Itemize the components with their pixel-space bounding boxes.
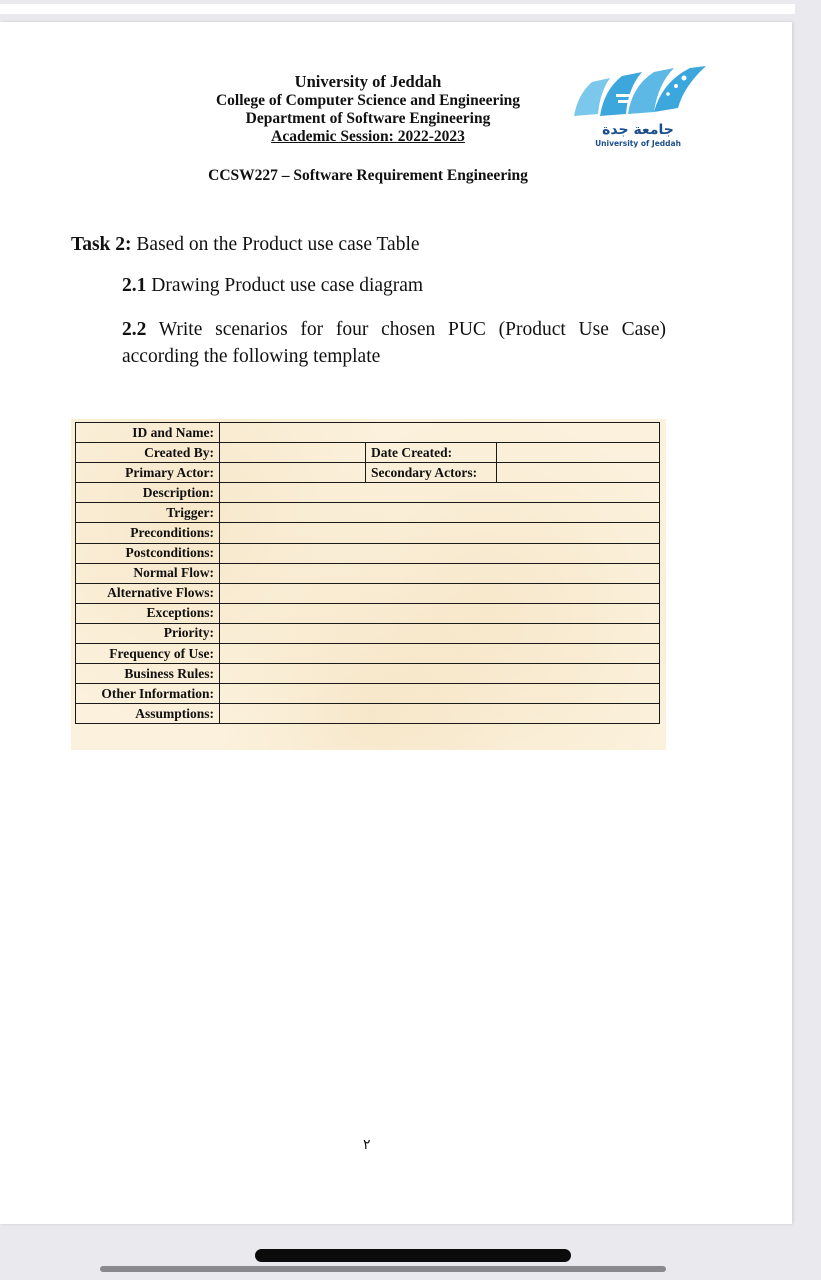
value-cell: [220, 563, 660, 583]
logo-arabic-text: جامعة جدة: [602, 122, 674, 138]
table-row: [76, 543, 660, 563]
value-cell: [220, 483, 660, 503]
row-label-id-and-name: ID and Name:: [76, 423, 220, 443]
row-label-frequency-of-use: Frequency of Use:: [76, 644, 220, 664]
task-item-2-2: [122, 316, 666, 370]
date-created-label: Date Created:: [366, 443, 497, 463]
table-row: [76, 664, 660, 684]
task-item-text: Drawing Product use case diagram: [151, 275, 424, 296]
university-title: University of Jeddah: [294, 72, 442, 91]
task-item-text: Write scenarios for four chosen PUC (Product Use Case) according the following template: [122, 319, 666, 367]
page-number: ٢: [363, 1137, 371, 1153]
row-label-primary-actor: Primary Actor:: [76, 463, 220, 483]
university-logo: [566, 64, 710, 154]
row-label-normal-flow: Normal Flow:: [76, 563, 220, 583]
row-label-alternative-flows: Alternative Flows:: [76, 583, 220, 603]
table-row: [76, 684, 660, 704]
row-label-preconditions: Preconditions:: [76, 523, 220, 543]
logo-english-text: University of Jeddah: [595, 139, 681, 148]
value-cell: [220, 503, 660, 523]
table-row: [76, 644, 660, 664]
row-label-trigger: Trigger:: [76, 503, 220, 523]
home-indicator[interactable]: [255, 1249, 571, 1262]
value-cell: [220, 463, 366, 483]
task-label: Task 2:: [71, 234, 132, 255]
value-cell: [497, 463, 660, 483]
task-item-number: 2.1: [122, 275, 147, 296]
use-case-table: [75, 422, 660, 724]
table-row: [76, 503, 660, 523]
value-cell: [220, 423, 660, 443]
table-row: [76, 443, 660, 463]
task-item-number: 2.2: [122, 319, 147, 340]
table-row: [76, 563, 660, 583]
row-label-business-rules: Business Rules:: [76, 664, 220, 684]
value-cell: [220, 623, 660, 643]
table-row: [76, 483, 660, 503]
row-label-exceptions: Exceptions:: [76, 603, 220, 623]
document-page: [0, 22, 792, 1224]
table-row: [76, 623, 660, 643]
horizontal-scrollbar[interactable]: [100, 1266, 666, 1272]
value-cell: [220, 523, 660, 543]
task-item-2-1: [122, 275, 423, 297]
logo-graphic: [566, 64, 710, 154]
value-cell: [220, 704, 660, 724]
value-cell: [220, 603, 660, 623]
value-cell: [220, 644, 660, 664]
row-label-created-by: Created By:: [76, 443, 220, 463]
value-cell: [497, 443, 660, 463]
academic-session: Academic Session: 2022-2023: [271, 128, 465, 145]
secondary-actors-label: Secondary Actors:: [366, 463, 497, 483]
value-cell: [220, 684, 660, 704]
task-text: Based on the Product use case Table: [136, 234, 420, 255]
course-title: CCSW227 – Software Requirement Engineering: [208, 167, 528, 184]
use-case-template: [71, 419, 666, 750]
table-row: [76, 704, 660, 724]
table-row: [76, 423, 660, 443]
row-label-description: Description:: [76, 483, 220, 503]
value-cell: [220, 664, 660, 684]
table-row: [76, 463, 660, 483]
table-row: [76, 523, 660, 543]
value-cell: [220, 583, 660, 603]
previous-page-edge: [0, 4, 795, 14]
row-label-priority: Priority:: [76, 623, 220, 643]
value-cell: [220, 443, 366, 463]
department-title: Department of Software Engineering: [245, 110, 491, 127]
row-label-postconditions: Postconditions:: [76, 543, 220, 563]
table-row: [76, 603, 660, 623]
row-label-other-information: Other Information:: [76, 684, 220, 704]
row-label-assumptions: Assumptions:: [76, 704, 220, 724]
task-heading: [71, 234, 420, 256]
value-cell: [220, 543, 660, 563]
college-title: College of Computer Science and Engineering: [215, 92, 521, 109]
table-row: [76, 583, 660, 603]
